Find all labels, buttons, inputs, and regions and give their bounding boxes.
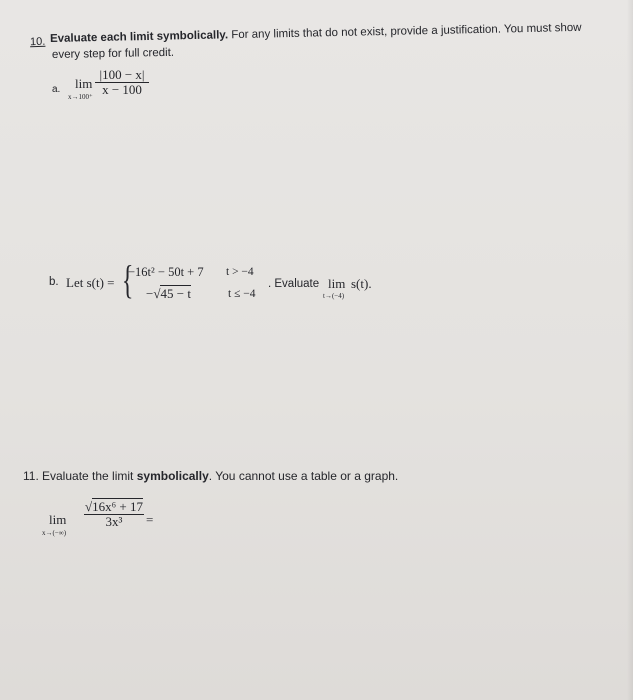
q11-intro-start: Evaluate the limit <box>42 469 134 483</box>
q11-intro-rest: . You cannot use a table or a graph. <box>208 469 399 483</box>
sqrt-symbol: √ <box>84 499 93 514</box>
q11-fraction <box>84 500 144 529</box>
part-b-label: b. <box>49 276 59 288</box>
part-b-evaluate: . Evaluate <box>268 278 320 290</box>
part-b-case1-condition: t > −4 <box>226 266 254 278</box>
q11-numerator-radicand: 16x⁶ + 17 <box>92 499 143 514</box>
part-a-fraction <box>95 68 149 97</box>
part-b-case2-expr <box>146 286 191 302</box>
part-b-brace: { <box>121 257 134 302</box>
part-b-lim-function: s(t). <box>351 276 372 291</box>
part-b-lim: lim <box>328 276 346 291</box>
part-b-lim-subscript: t→(−4) <box>323 292 345 300</box>
part-b-case2-minus: − <box>146 286 154 301</box>
q10-intro-start: Evaluate each limit symbolically. <box>49 29 229 45</box>
part-b-let: Let s(t) = <box>66 275 115 290</box>
q11-lim: lim <box>49 512 67 527</box>
q11-equals: = <box>146 512 154 527</box>
part-a-lim-subscript: x→100⁺ <box>68 93 93 101</box>
paper-edge-shadow <box>627 0 633 700</box>
q10-intro-rest: For any limits that do not exist, provide a justification. You must show <box>227 21 582 42</box>
part-b-case2-radicand: 45 − t <box>160 286 191 301</box>
q11-lim-subscript: x→(−∞) <box>42 529 67 537</box>
part-a-denominator: x − 100 <box>102 82 142 97</box>
part-b-case1-expr: −16t² − 50t + 7 <box>128 265 204 279</box>
q10-instructions-line2: every step for full credit. <box>51 46 175 61</box>
sqrt-symbol: √ <box>153 286 161 301</box>
q10-number: 10. <box>29 35 46 49</box>
q11-instructions <box>42 469 398 483</box>
q11-denominator: 3x³ <box>105 514 123 529</box>
q11-numerator <box>85 500 143 514</box>
q10-instructions <box>50 22 582 45</box>
q11-intro-bold: symbolically <box>136 469 209 483</box>
q11-number: 11. <box>23 469 39 483</box>
part-a-lim: lim <box>75 76 93 91</box>
part-a-numerator: |100 − x| <box>99 67 145 82</box>
part-b-case2-condition: t ≤ −4 <box>228 288 256 300</box>
part-a-label: a. <box>52 84 61 95</box>
